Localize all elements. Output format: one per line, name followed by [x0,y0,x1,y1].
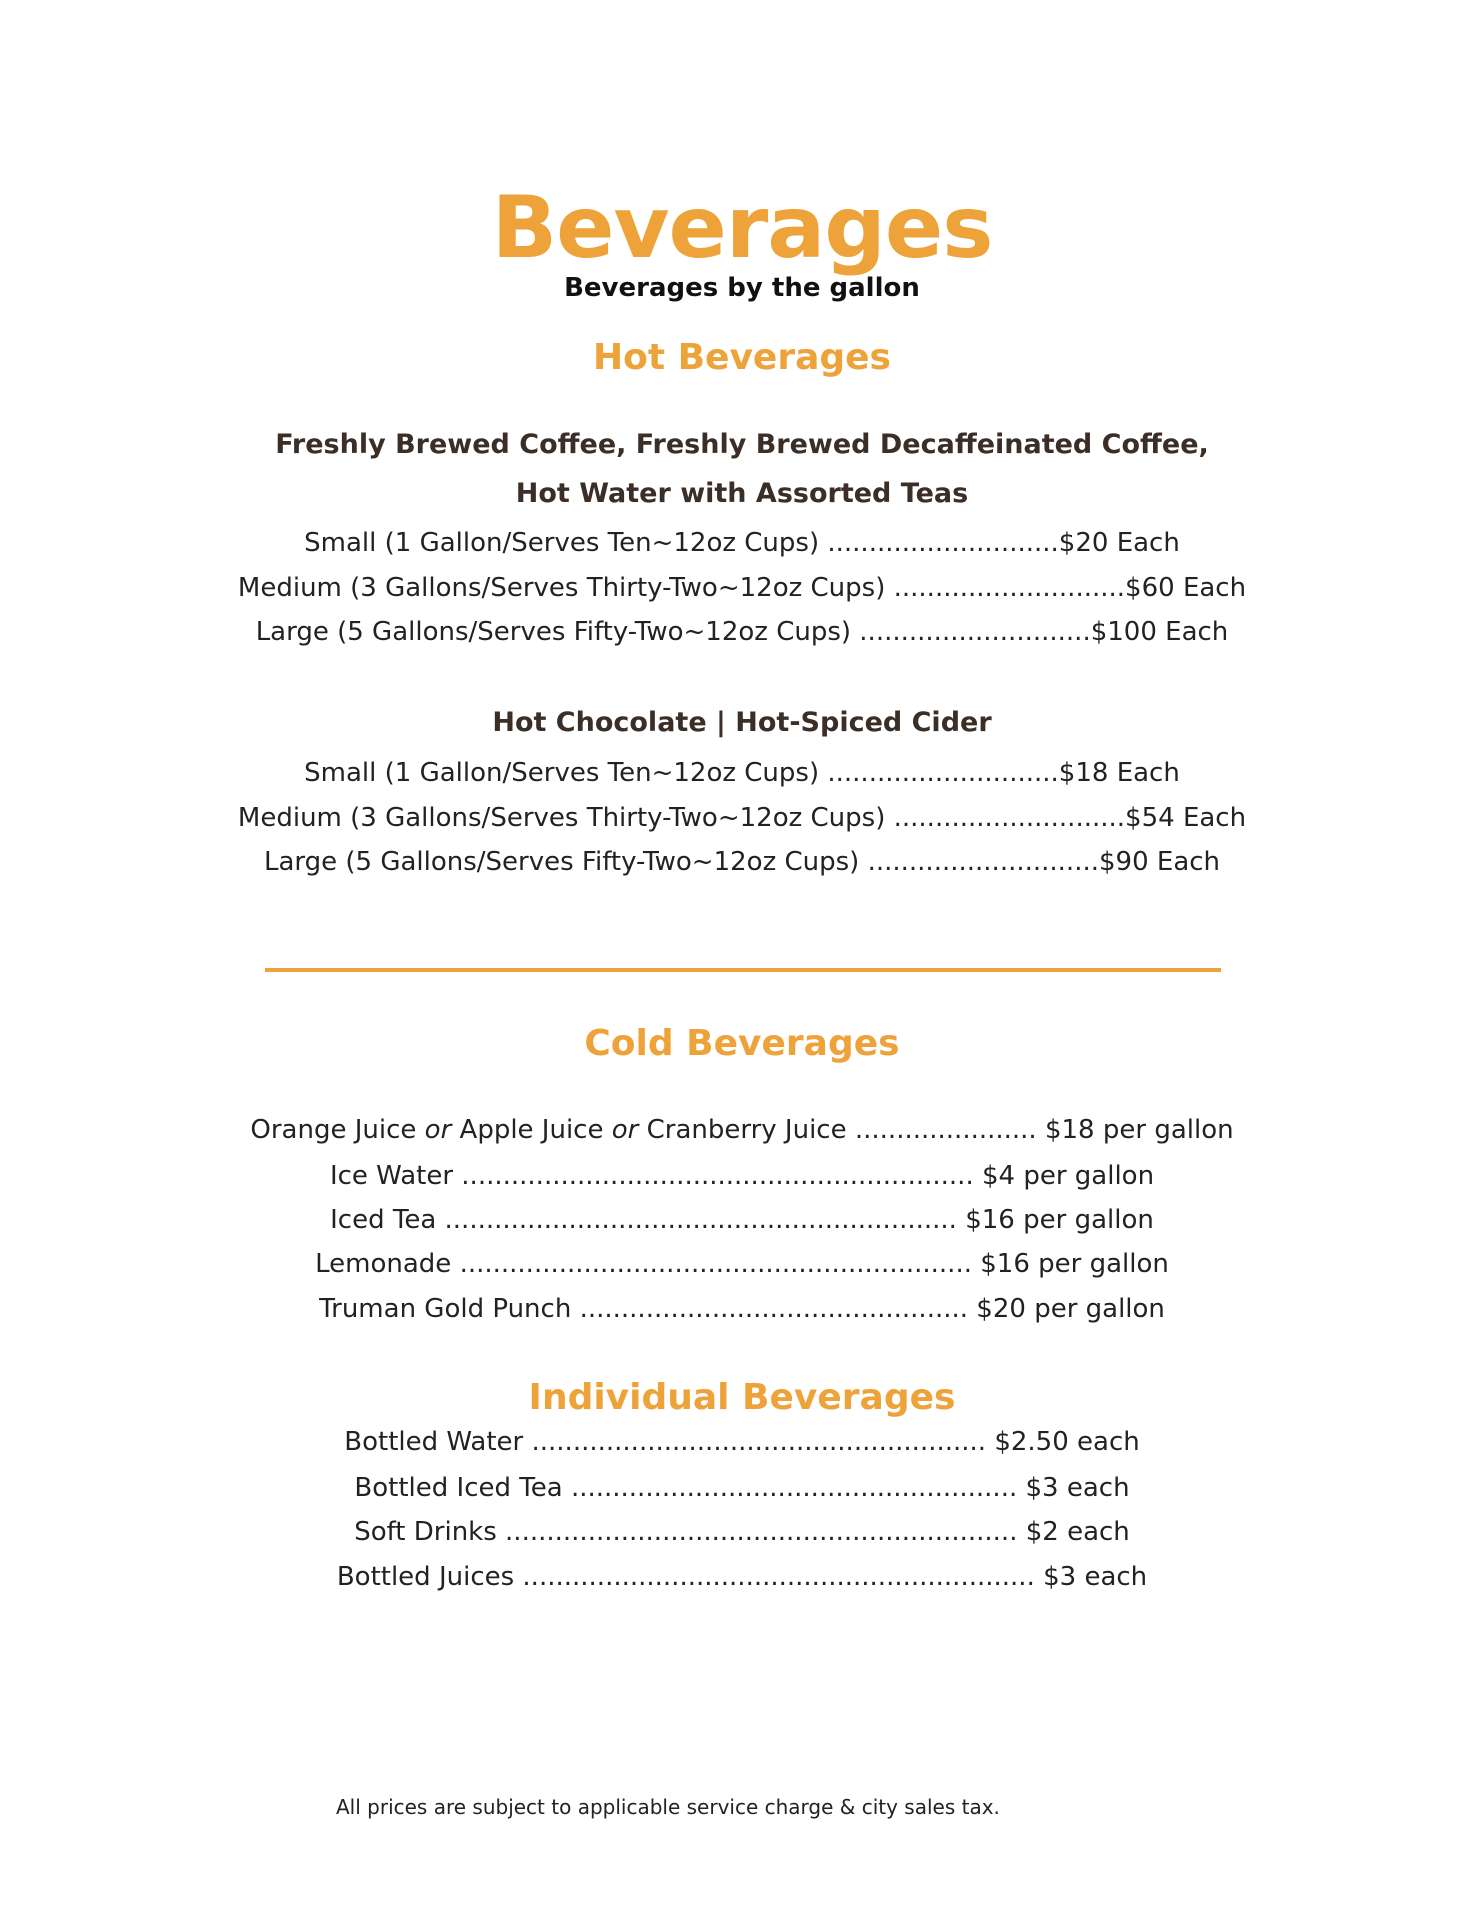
menu-item-bottled-juices [0,1561,1484,1593]
item-name-part2: Apple Juice [451,1115,612,1145]
page-title: Beverages [491,178,993,278]
menu-item-chocolate-small [0,757,1484,789]
leader-dots: ............................ [827,758,1059,788]
item-name-part3: Cranberry Juice [638,1115,847,1145]
menu-item-punch [0,1293,1484,1325]
cold-beverages-heading: Cold Beverages [584,1023,900,1064]
leader-dots: ...................................................... [570,1473,1018,1503]
item-name-or: or [611,1115,639,1145]
page-subtitle: Beverages by the gallon [564,273,920,303]
item-name-part1: Orange Juice [250,1115,425,1145]
item-price: $18 Each [1058,758,1180,788]
menu-item-coffee-large [0,616,1484,648]
menu-item-ice-water [0,1160,1484,1192]
leader-dots: ...................... [854,1115,1037,1145]
item-price: $54 Each [1125,803,1247,833]
item-price: $60 Each [1125,573,1247,603]
leader-dots: .............................................................. [522,1562,1035,1592]
item-price: $90 Each [1099,847,1221,877]
menu-item-coffee-medium [0,572,1484,604]
menu-item-bottled-iced-tea [0,1472,1484,1504]
item-name: Large (5 Gallons/Serves Fifty-Two~12oz Cups) [263,847,860,877]
item-price: $2.50 each [994,1427,1140,1457]
coffee-group-title-line1: Freshly Brewed Coffee, Freshly Brewed Decaffeinated Coffee, [275,429,1209,460]
menu-item-chocolate-medium [0,802,1484,834]
item-name: Large (5 Gallons/Serves Fifty-Two~12oz Cups) [255,617,852,647]
leader-dots: ............................ [859,617,1091,647]
item-price: $18 per gallon [1044,1115,1234,1145]
item-name: Small (1 Gallon/Serves Ten~12oz Cups) [304,758,820,788]
item-price: $16 per gallon [965,1205,1154,1235]
leader-dots: ....................................................... [531,1427,987,1457]
menu-item-soft-drinks [0,1516,1484,1548]
footer-note: All prices are subject to applicable service charge & city sales tax. [336,1795,1000,1819]
item-name: Small (1 Gallon/Serves Ten~12oz Cups) [304,528,820,558]
hot-beverages-heading: Hot Beverages [592,337,891,378]
item-price: $4 per gallon [981,1161,1155,1191]
leader-dots: .............................................................. [461,1161,974,1191]
section-divider [265,968,1221,972]
item-name: Ice Water [329,1161,454,1191]
leader-dots: .............................................................. [459,1249,972,1279]
leader-dots: ............................ [867,847,1099,877]
item-name: Soft Drinks [354,1517,497,1547]
item-price: $2 each [1025,1517,1130,1547]
menu-item-iced-tea [0,1204,1484,1236]
leader-dots: ............................ [893,803,1126,833]
item-name: Truman Gold Punch [319,1294,572,1324]
leader-dots: ............................................... [579,1294,969,1324]
menu-item-chocolate-large [0,846,1484,878]
item-name-or: or [424,1115,452,1145]
menu-item-juice [0,1114,1484,1146]
chocolate-group-title: Hot Chocolate | Hot-Spiced Cider [492,707,992,738]
item-name: Bottled Iced Tea [354,1473,563,1503]
item-name: Bottled Water [344,1427,524,1457]
item-price: $100 Each [1090,617,1229,647]
item-price: $16 per gallon [980,1249,1169,1279]
coffee-group-title-line2: Hot Water with Assorted Teas [515,478,969,509]
item-price: $20 Each [1058,528,1180,558]
item-name: Lemonade [315,1249,452,1279]
leader-dots: ............................ [827,528,1059,558]
menu-item-bottled-water [0,1426,1484,1458]
leader-dots: .............................................................. [505,1517,1018,1547]
menu-item-lemonade [0,1248,1484,1280]
menu-item-coffee-small [0,527,1484,559]
item-name: Iced Tea [330,1205,437,1235]
item-price: $3 each [1025,1473,1130,1503]
leader-dots: .............................................................. [444,1205,957,1235]
individual-beverages-heading: Individual Beverages [528,1377,956,1418]
item-price: $3 each [1043,1562,1148,1592]
item-name: Bottled Juices [336,1562,515,1592]
item-price: $20 per gallon [976,1294,1165,1324]
item-name: Medium (3 Gallons/Serves Thirty-Two~12oz Cups) [237,573,886,603]
item-name: Medium (3 Gallons/Serves Thirty-Two~12oz Cups) [237,803,886,833]
leader-dots: ............................ [893,573,1126,603]
